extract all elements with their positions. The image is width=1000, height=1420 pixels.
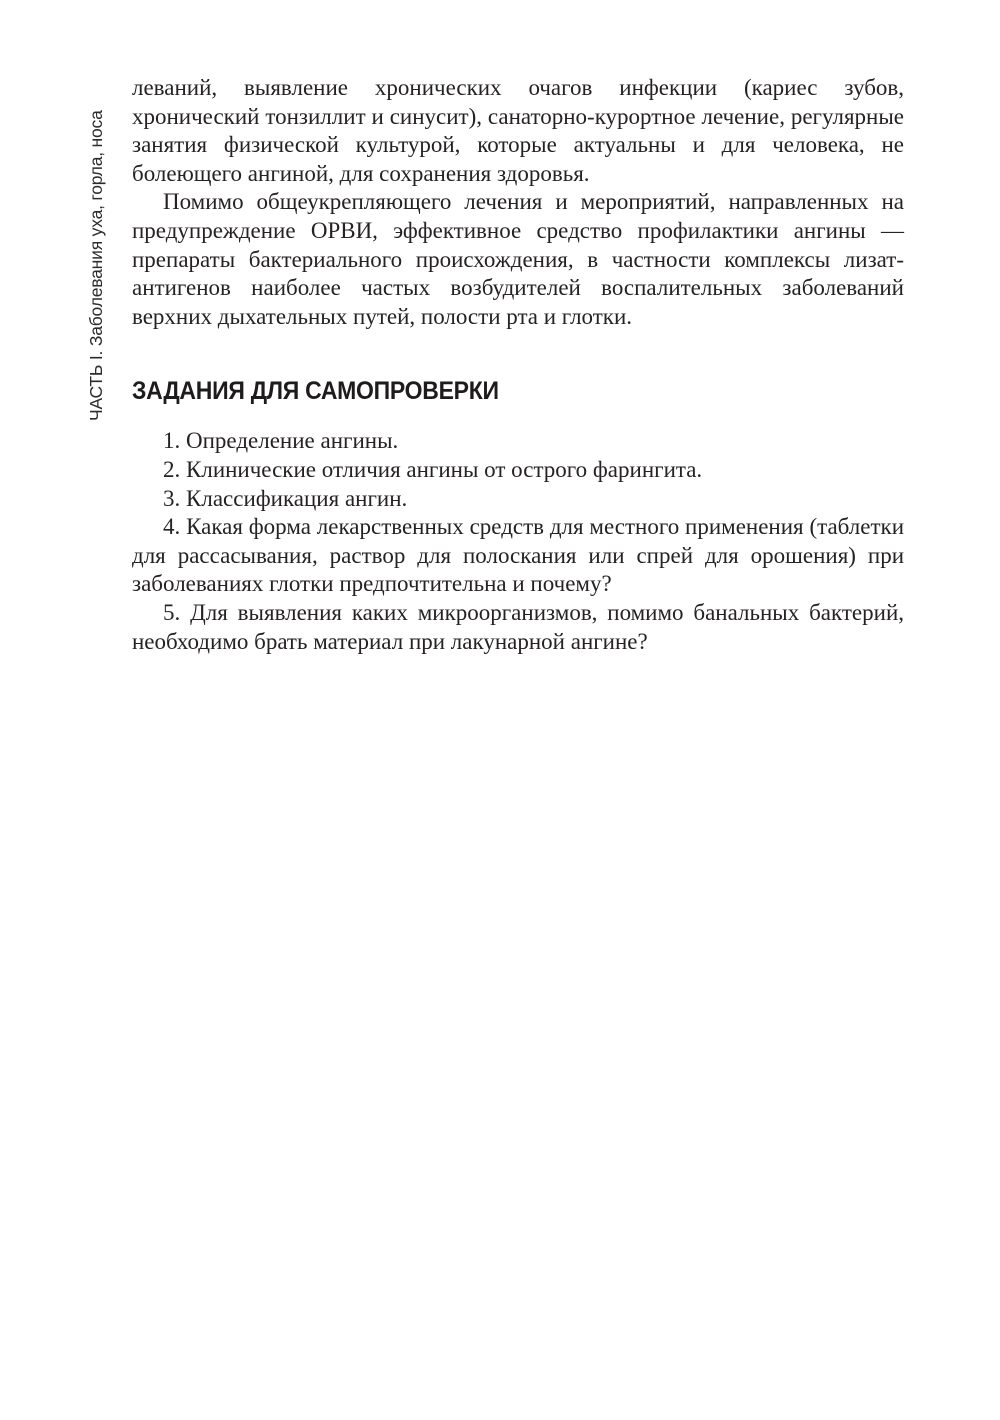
- body-paragraph: леваний, выявление хронических очагов инфекции (кариес зубов, хронический тонзиллит и синусит), санаторно-курортное лечение, регулярные занятия физической культурой, которые актуальны и для человека, не болеющего ангиной, для сохранения здоровья.: [132, 75, 904, 186]
- question-item: 5. Для выявления каких микроорганизмов, помимо банальных бактерий, необходимо брать материал при лакунарной ангине?: [132, 599, 904, 654]
- question-list: [132, 427, 904, 656]
- question-item: 2. Клинические отличия ангины от острого фарингита.: [163, 456, 703, 482]
- running-head: ЧАСТЬ I. Заболевания уха, горла, носа: [86, 110, 106, 421]
- page-content: [132, 74, 904, 656]
- question-item: 3. Классификация ангин.: [163, 485, 408, 511]
- section-title: ЗАДАНИЯ ДЛЯ САМОПРОВЕРКИ: [132, 377, 499, 406]
- body-paragraph: Помимо общеукрепляющего лечения и мероприятий, направленных на предупреждение ОРВИ, эффективное средство профилактики ангины — препараты бактериального происхождения, в частности комплексы лизат-антигенов наиболее частых возбудителей воспалительных заболеваний верхних дыхательных путей, полости рта и глотки.: [132, 189, 904, 329]
- question-item: 1. Определение ангины.: [163, 428, 399, 454]
- question-item: 4. Какая форма лекарственных средств для местного применения (таблетки для рассасывания, раствор для полоскания или спрей для орошения) при заболеваниях глотки предпочтительна и почему?: [132, 514, 904, 597]
